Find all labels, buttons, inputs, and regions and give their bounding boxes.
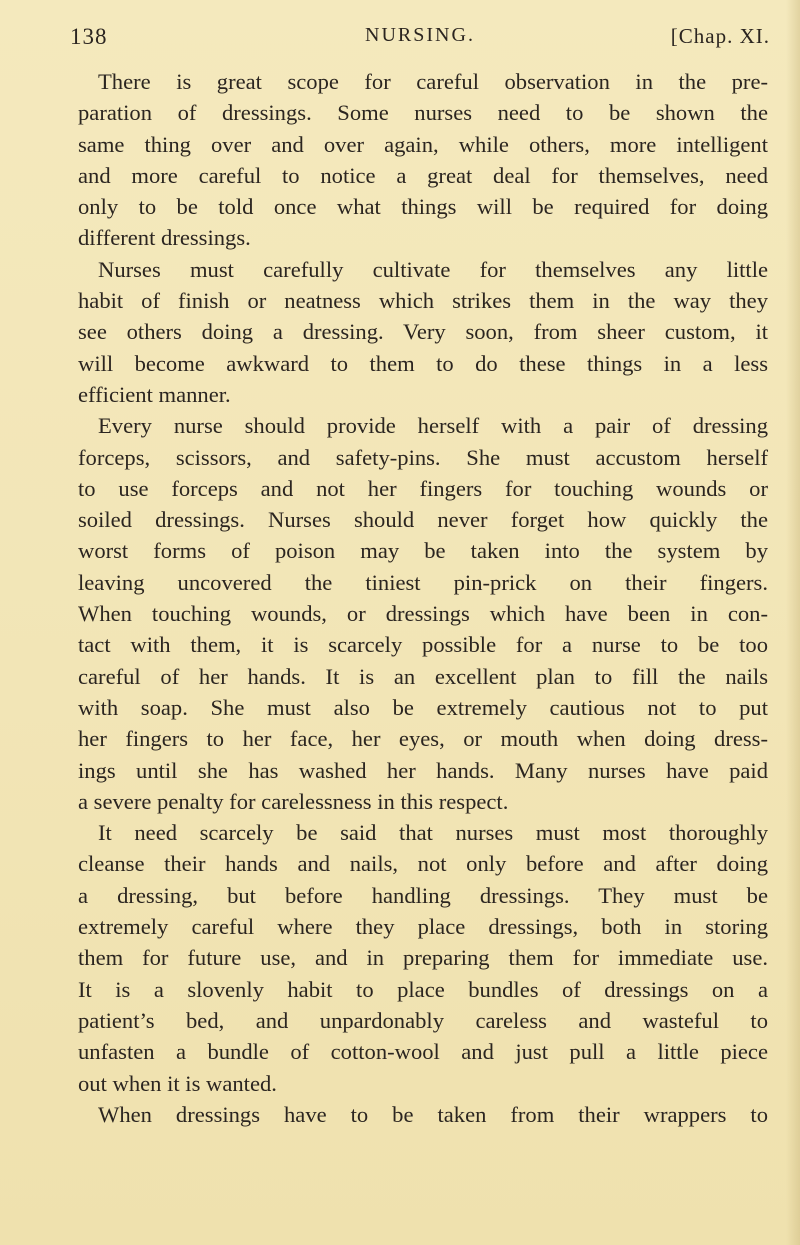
- text-line: patient’s bed, and unpardonably careless and wasteful to: [78, 1007, 768, 1033]
- text-line: unfasten a bundle of cotton-wool and just pull a little piece: [78, 1039, 768, 1065]
- text-line: only to be told once what things will be required for doing: [78, 194, 768, 220]
- text-line: ings until she has washed her hands. Many nurses have paid: [78, 757, 768, 783]
- chapter-reference: [Chap. XI.: [670, 24, 770, 48]
- running-title: NURSING.: [365, 24, 475, 46]
- text-line: efficient manner.: [78, 381, 231, 407]
- text-line: extremely careful where they place dressings, both in storing: [78, 914, 768, 940]
- text-line: There is great scope for careful observation in the pre-: [98, 69, 768, 94]
- text-line: Every nurse should provide herself with a pair of dressing: [98, 413, 768, 439]
- page-header: [70, 24, 770, 54]
- text-line: When dressings have to be taken from their wrappers to: [98, 1101, 768, 1127]
- text-line: cleanse their hands and nails, not only before and after doing: [78, 851, 768, 877]
- text-line: see others doing a dressing. Very soon, from sheer custom, it: [78, 319, 768, 345]
- page-number: 138: [70, 24, 108, 49]
- text-line: worst forms of poison may be taken into the system by: [78, 538, 768, 564]
- text-line: leaving uncovered the tiniest pin-prick on their fingers.: [78, 569, 768, 595]
- text-line: a severe penalty for carelessness in this respect.: [78, 788, 509, 814]
- text-line: It is a slovenly habit to place bundles of dressings on a: [78, 976, 768, 1002]
- text-line: and more careful to notice a great deal for themselves, need: [78, 162, 768, 188]
- text-line: a dressing, but before handling dressings. They must be: [78, 882, 768, 908]
- text-line: same thing over and over again, while others, more intelligent: [78, 131, 768, 157]
- text-line: When touching wounds, or dressings which have been in con-: [78, 601, 768, 627]
- text-line: with soap. She must also be extremely cautious not to put: [78, 694, 768, 720]
- text-line: Nurses must carefully cultivate for themselves any little: [98, 256, 768, 282]
- body-text: [78, 66, 768, 1130]
- text-line: to use forceps and not her fingers for touching wounds or: [78, 475, 768, 501]
- text-line: her fingers to her face, her eyes, or mouth when doing dress-: [78, 726, 768, 752]
- text-line: out when it is wanted.: [78, 1070, 277, 1096]
- text-line: them for future use, and in preparing them for immediate use.: [78, 945, 768, 971]
- text-line: soiled dressings. Nurses should never forget how quickly the: [78, 507, 768, 533]
- text-line: It need scarcely be said that nurses must most thoroughly: [98, 820, 768, 846]
- text-line: forceps, scissors, and safety-pins. She must accustom herself: [78, 444, 768, 470]
- page-edge-shadow: [786, 0, 800, 1245]
- text-line: different dressings.: [78, 225, 251, 251]
- text-line: will become awkward to them to do these things in a less: [78, 350, 768, 376]
- text-line: careful of her hands. It is an excellent plan to fill the nails: [78, 663, 768, 689]
- text-line: paration of dressings. Some nurses need to be shown the: [78, 100, 768, 126]
- text-line: tact with them, it is scarcely possible for a nurse to be too: [78, 632, 768, 658]
- text-line: habit of finish or neatness which strikes them in the way they: [78, 288, 768, 314]
